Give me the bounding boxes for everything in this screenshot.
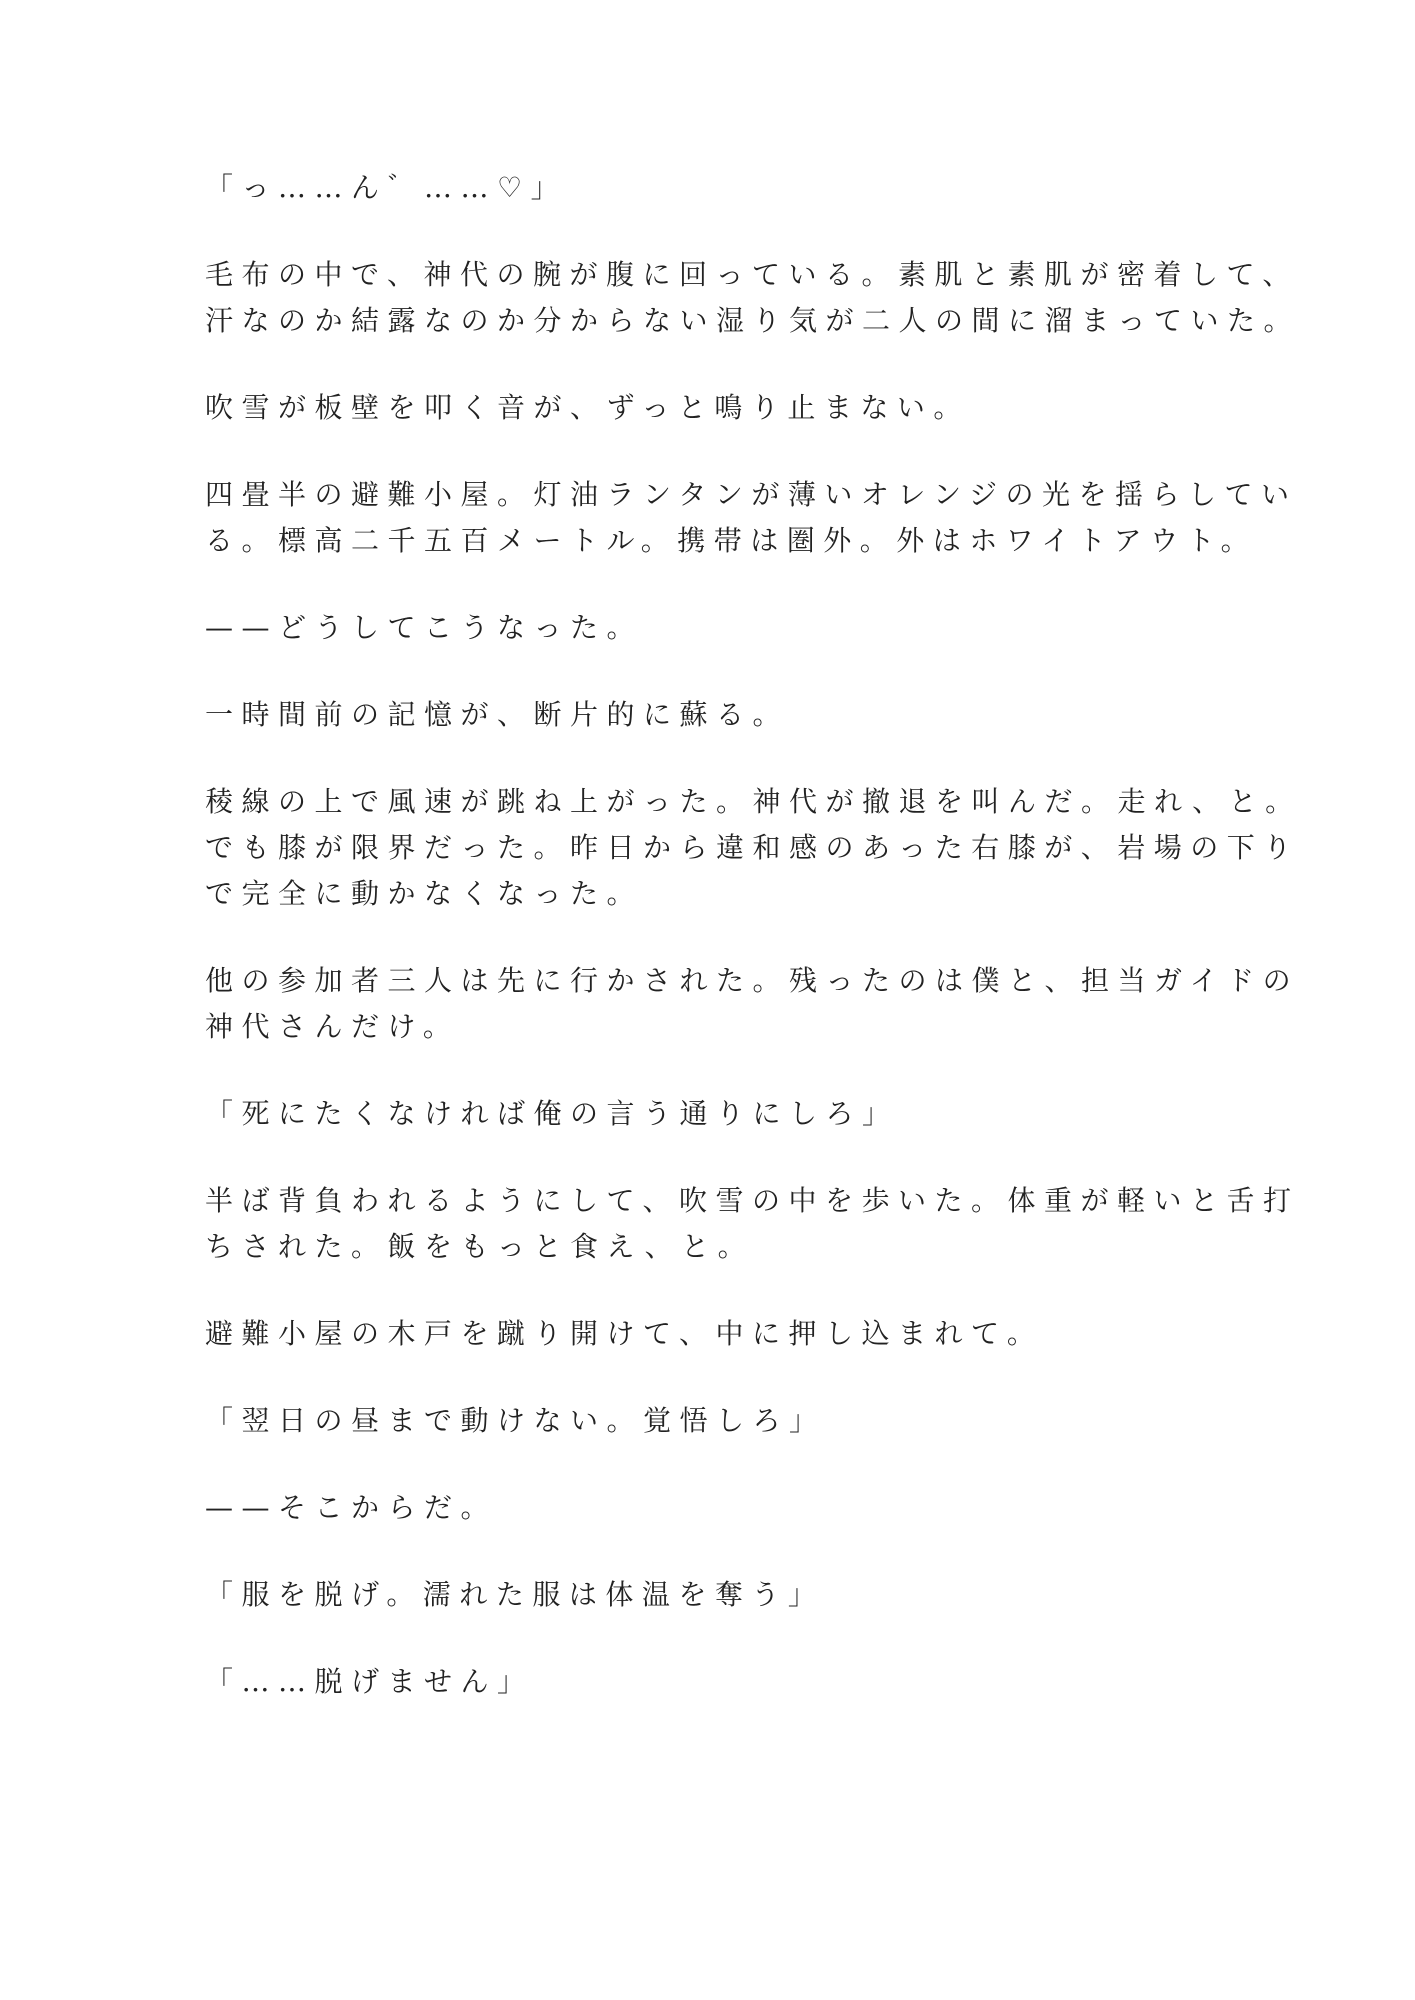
novel-page	[205, 165, 1302, 1746]
text-line: 毛布の中で、神代の腕が腹に回っている。素肌と素肌が密着して、	[205, 258, 1299, 291]
text-line: 稜線の上で風速が跳ね上がった。神代が撤退を叫んだ。走れ、と。	[205, 785, 1302, 818]
paragraph	[205, 472, 1298, 564]
text-line: ——そこからだ。	[205, 1491, 498, 1524]
text-line: で完全に動かなくなった。	[205, 877, 644, 910]
text-line: 一時間前の記憶が、断片的に蘇る。	[205, 698, 790, 731]
text-line: 他の参加者三人は先に行かされた。残ったのは僕と、担当ガイドの	[205, 964, 1300, 997]
text-line: 「……脱げません」	[205, 1665, 534, 1698]
paragraph	[205, 1398, 1215, 1444]
paragraph	[205, 958, 1300, 1050]
text-line: 「っ……ん゛……♡」	[205, 171, 568, 204]
paragraph	[205, 252, 1301, 344]
text-line: る。標高二千五百メートル。携帯は圏外。外はホワイトアウト。	[205, 524, 1258, 557]
text-line: でも膝が限界だった。昨日から違和感のあった右膝が、岩場の下り	[205, 831, 1300, 864]
paragraph	[205, 1311, 1215, 1357]
paragraph	[205, 1091, 1215, 1137]
text-line: ちされた。飯をもっと食え、と。	[205, 1230, 755, 1263]
text-line: ——どうしてこうなった。	[205, 611, 644, 644]
paragraph	[205, 1178, 1300, 1270]
text-line: 避難小屋の木戸を蹴り開けて、中に押し込まれて。	[205, 1317, 1044, 1350]
text-line: 神代さんだけ。	[205, 1010, 460, 1043]
paragraph	[205, 779, 1302, 917]
paragraph	[205, 1572, 1215, 1618]
paragraph	[205, 165, 1215, 211]
text-line: 「翌日の昼まで動けない。覚悟しろ」	[205, 1404, 826, 1437]
paragraph	[205, 1485, 1215, 1531]
text-line: 汗なのか結露なのか分からない湿り気が二人の間に溜まっていた。	[205, 304, 1301, 337]
text-line: 四畳半の避難小屋。灯油ランタンが薄いオレンジの光を揺らしてい	[205, 478, 1298, 511]
text-line: 「死にたくなければ俺の言う通りにしろ」	[205, 1097, 899, 1130]
text-line: 「服を脱げ。濡れた服は体温を奪う」	[205, 1578, 825, 1611]
paragraph	[205, 692, 1215, 738]
paragraph	[205, 1659, 1215, 1705]
text-line: 半ば背負われるようにして、吹雪の中を歩いた。体重が軽いと舌打	[205, 1184, 1300, 1217]
text-line: 吹雪が板壁を叩く音が、ずっと鳴り止まない。	[205, 391, 970, 424]
paragraph	[205, 385, 1215, 431]
paragraph	[205, 605, 1215, 651]
